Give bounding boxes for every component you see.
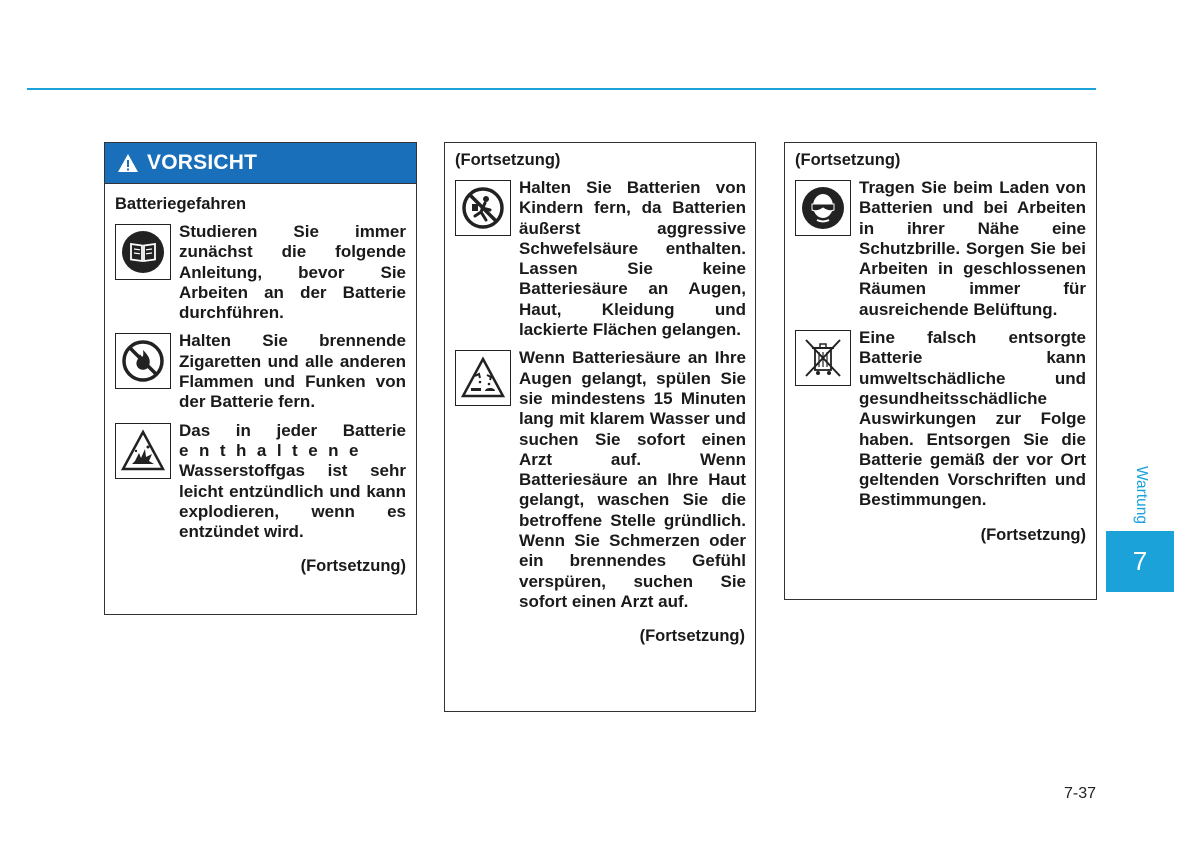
list-item xyxy=(115,222,416,323)
continuation-label: (Fortsetzung) xyxy=(639,627,745,646)
list-item xyxy=(795,328,1096,511)
list-item xyxy=(455,178,755,340)
crossed-bin-icon xyxy=(801,336,845,380)
continuation-label: (Fortsetzung) xyxy=(300,557,406,576)
chapter-tab: 7 xyxy=(1106,531,1174,592)
warning-triangle-icon xyxy=(117,153,139,173)
list-item xyxy=(455,348,755,612)
caution-box-1 xyxy=(104,142,417,615)
header-title: VORSICHT xyxy=(147,151,258,174)
continuation-top: (Fortsetzung) xyxy=(455,151,561,169)
section-label: Wartung xyxy=(1133,465,1150,524)
item-text: Halten Sie Batterien von Kindern fern, da Batterien äußerst aggressive Schwefelsäure enthalten. Lassen Sie keine Batteriesäure an Augen, Haut, Kleidung und lackierte Flächen gelangen. xyxy=(519,178,746,340)
caution-box-2 xyxy=(444,142,756,712)
eye-protection-icon xyxy=(801,186,845,230)
list-item xyxy=(115,421,416,543)
no-flames-icon xyxy=(121,339,165,383)
item-text: Eine falsch entsorgte Batterie kann umweltschädliche und gesundheitsschädliche Auswirkungen zur Folge haben. Entsorgen Sie die Batterie gemäß der vor Ort geltenden Vorschriften und Bestimmungen. xyxy=(859,328,1086,510)
list-item xyxy=(115,331,416,412)
explosion-warning-icon xyxy=(121,429,165,473)
section-subtitle: Batteriegefahren xyxy=(115,195,247,213)
item-text: Halten Sie brennende Zigaretten und alle anderen Flammen und Funken von der Batterie fern. xyxy=(179,331,406,412)
manual-book-icon xyxy=(121,230,165,274)
item-text: Tragen Sie beim Laden von Batterien und bei Arbeiten in ihrer Nähe eine Schutzbrille. Sorgen Sie bei Arbeiten in geschlossenen Räumen immer für ausreichende Belüftung. xyxy=(859,178,1086,319)
continuation-top: (Fortsetzung) xyxy=(795,151,901,169)
continuation-label: (Fortsetzung) xyxy=(980,525,1086,544)
page-number: 7-37 xyxy=(1063,785,1096,802)
list-item xyxy=(795,178,1096,320)
item-text: Studieren Sie immer zunächst die folgende Anleitung, bevor Sie Arbeiten an der Batterie durchführen. xyxy=(179,222,406,323)
caution-box-3 xyxy=(784,142,1097,600)
item-text: Das in jeder Batterie enthaltene Wasserstoffgas ist sehr leicht entzündlich und kann explodieren, wenn es entzündet wird. xyxy=(179,420,406,542)
vorsicht-header xyxy=(105,143,416,184)
keep-away-children-icon xyxy=(461,186,505,230)
item-text: Wenn Batteriesäure an Ihre Augen gelangt, spülen Sie sie mindestens 15 Minuten lang mit klarem Wasser und suchen Sie sofort einen Arzt auf. Wenn Batteriesäure an Ihre Haut gelangt, waschen Sie die betroffene Stelle gründlich. Wenn Sie Schmerzen oder ein brennendes Gefühl verspüren, suchen Sie sofort einen Arzt auf. xyxy=(519,348,746,611)
top-rule xyxy=(27,88,1096,90)
corrosive-warning-icon xyxy=(461,356,505,400)
